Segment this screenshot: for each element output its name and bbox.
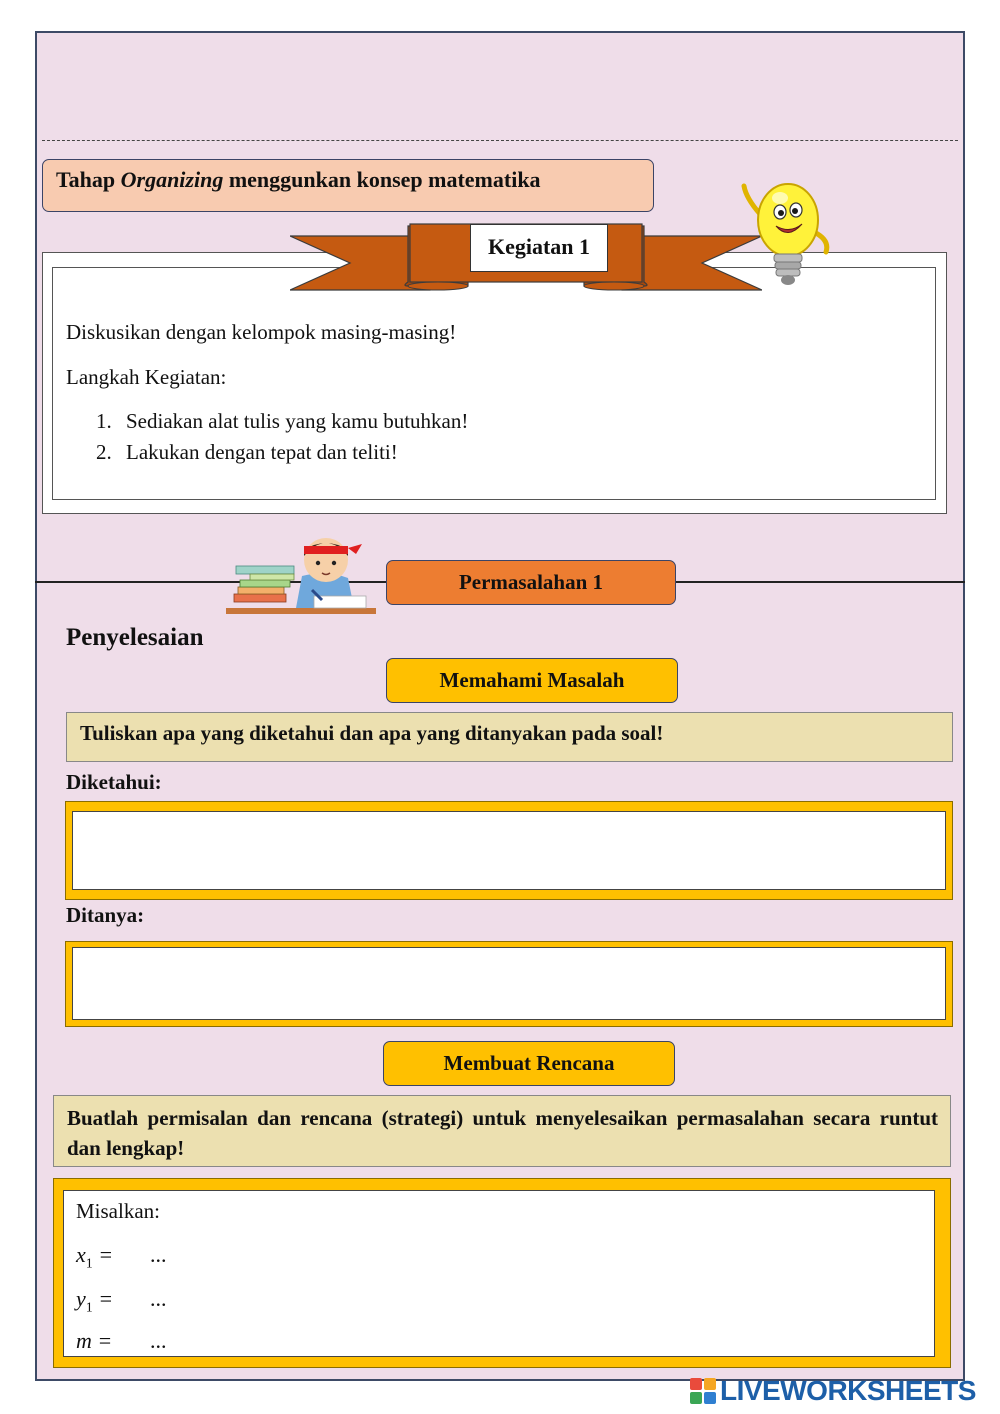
diketahui-label: Diketahui: — [66, 770, 162, 794]
step-number: 1. — [96, 409, 112, 433]
lightbulb-icon — [738, 176, 834, 292]
liveworksheets-logo[interactable] — [690, 1373, 976, 1409]
list-item — [96, 440, 468, 471]
variable-value-input[interactable]: ... — [150, 1286, 167, 1311]
variable-symbol: m — [76, 1328, 92, 1353]
step-text: Lakukan dengan tepat dan teliti! — [126, 440, 398, 464]
tahap-italic: Organizing — [120, 167, 224, 192]
variable-symbol: y — [76, 1286, 86, 1311]
diketahui-answer-field[interactable] — [72, 811, 946, 890]
permasalahan-title: Permasalahan 1 — [386, 560, 676, 605]
variable-row-m — [76, 1328, 167, 1358]
rencana-instruction: Buatlah permisalan dan rencana (strategi) untuk menyelesaikan permasalahan secara runtut dan lengkap! — [53, 1095, 951, 1167]
diketahui-answer-frame — [65, 801, 953, 900]
membuat-rencana-label: Membuat Rencana — [383, 1041, 675, 1086]
variable-symbol: x — [76, 1242, 86, 1267]
studying-student-icon — [226, 530, 378, 618]
variable-subscript: 1 — [85, 1256, 93, 1272]
tahap-prefix: Tahap — [56, 167, 121, 192]
variable-value-input[interactable]: ... — [150, 1242, 167, 1267]
list-item — [96, 409, 468, 440]
kegiatan-intro: Diskusikan dengan kelompok masing-masing! — [66, 320, 457, 344]
tahap-suffix: menggunkan konsep matematika — [223, 167, 541, 192]
tahap-banner — [42, 159, 654, 212]
misalkan-label: Misalkan: — [76, 1199, 160, 1223]
variable-value-input[interactable]: ... — [150, 1328, 167, 1353]
dashed-separator — [42, 140, 958, 141]
variable-equals: = — [92, 1286, 114, 1311]
ditanya-answer-field[interactable] — [72, 947, 946, 1020]
variable-row-x1 — [76, 1242, 167, 1272]
langkah-label: Langkah Kegiatan: — [66, 365, 227, 389]
step-number: 2. — [96, 440, 112, 464]
step-text: Sediakan alat tulis yang kamu butuhkan! — [126, 409, 469, 433]
kegiatan-title: Kegiatan 1 — [470, 224, 608, 272]
rencana-answer-frame — [53, 1178, 951, 1368]
liveworksheets-grid-icon — [690, 1378, 716, 1404]
memahami-instruction: Tuliskan apa yang diketahui dan apa yang ditanyakan pada soal! — [66, 712, 953, 762]
ditanya-label: Ditanya: — [66, 903, 145, 927]
memahami-masalah-label: Memahami Masalah — [386, 658, 678, 703]
brand-text: LIVEWORKSHEETS — [720, 1375, 976, 1406]
rencana-answer-area — [63, 1190, 935, 1357]
penyelesaian-heading: Penyelesaian — [66, 624, 204, 651]
variable-row-y1 — [76, 1286, 167, 1316]
ditanya-answer-frame — [65, 941, 953, 1027]
variable-equals: = — [92, 1242, 114, 1267]
variable-equals: = — [91, 1328, 113, 1353]
steps-list — [96, 409, 468, 471]
variable-subscript: 1 — [85, 1300, 93, 1316]
